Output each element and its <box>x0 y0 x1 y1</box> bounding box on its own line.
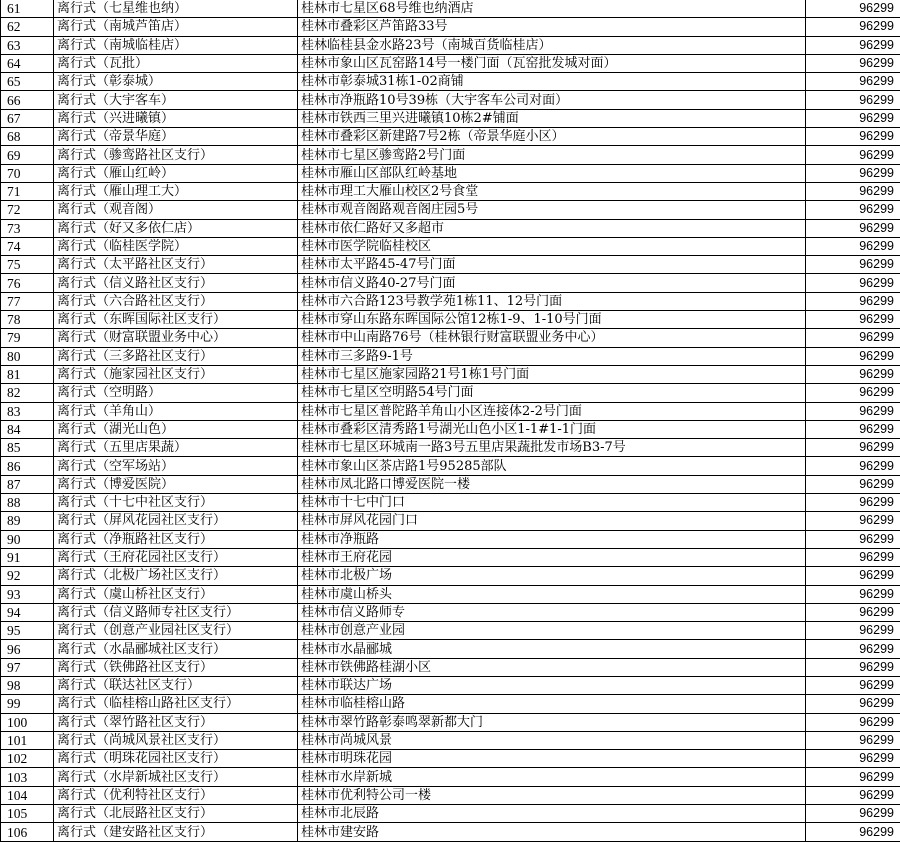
table-row <box>1 164 900 182</box>
address-cell: 桂林市七星区普陀路羊角山小区连接体2-2号门面 <box>298 402 806 420</box>
row-number-cell: 65 <box>1 73 54 91</box>
branch-name-cell: 离行式（尚城风景社区支行） <box>54 731 298 749</box>
address-cell: 桂林市三多路9-1号 <box>298 347 806 365</box>
branch-name-cell: 离行式（雁山红岭） <box>54 164 298 182</box>
phone-cell: 96299 <box>806 219 900 237</box>
branch-name-cell: 离行式（联达社区支行） <box>54 676 298 694</box>
table-row <box>1 365 900 383</box>
row-number-cell: 79 <box>1 329 54 347</box>
address-cell: 桂林市凤北路口博爱医院一楼 <box>298 475 806 493</box>
address-cell: 桂林市净瓶路10号39栋（大宇客车公司对面） <box>298 91 806 109</box>
phone-cell: 96299 <box>806 658 900 676</box>
phone-cell: 96299 <box>806 420 900 438</box>
table-row <box>1 567 900 585</box>
row-number-cell: 96 <box>1 640 54 658</box>
table-row <box>1 292 900 310</box>
phone-cell: 96299 <box>806 695 900 713</box>
branch-name-cell: 离行式（好又多依仁店） <box>54 219 298 237</box>
row-number-cell: 92 <box>1 567 54 585</box>
phone-cell: 96299 <box>806 384 900 402</box>
address-cell: 桂林市理工大雁山校区2号食堂 <box>298 182 806 200</box>
address-cell: 桂林市北极广场 <box>298 567 806 585</box>
table-row <box>1 402 900 420</box>
phone-cell: 96299 <box>806 585 900 603</box>
table-row <box>1 658 900 676</box>
table-row <box>1 494 900 512</box>
address-cell: 桂林市净瓶路 <box>298 530 806 548</box>
address-cell: 桂林市联达广场 <box>298 676 806 694</box>
phone-cell: 96299 <box>806 640 900 658</box>
table-row <box>1 18 900 36</box>
row-number-cell: 89 <box>1 512 54 530</box>
address-cell: 桂林市翠竹路彰泰鸣翠新都大门 <box>298 713 806 731</box>
branch-name-cell: 离行式（信义路社区支行） <box>54 274 298 292</box>
row-number-cell: 80 <box>1 347 54 365</box>
address-cell: 桂林市信义路40-27号门面 <box>298 274 806 292</box>
row-number-cell: 100 <box>1 713 54 731</box>
phone-cell: 96299 <box>806 622 900 640</box>
row-number-cell: 93 <box>1 585 54 603</box>
table-row <box>1 54 900 72</box>
table-row <box>1 823 900 841</box>
branch-name-cell: 离行式（十七中社区支行） <box>54 494 298 512</box>
phone-cell: 96299 <box>806 805 900 823</box>
branch-name-cell: 离行式（瓦批） <box>54 54 298 72</box>
branch-name-cell: 离行式（六合路社区支行） <box>54 292 298 310</box>
branch-name-cell: 离行式（七星维也纳） <box>54 0 298 18</box>
phone-cell: 96299 <box>806 548 900 566</box>
address-cell: 桂林市铁西三里兴进曦镇10栋2#铺面 <box>298 109 806 127</box>
address-cell: 桂林市太平路45-47号门面 <box>298 256 806 274</box>
row-number-cell: 77 <box>1 292 54 310</box>
row-number-cell: 101 <box>1 731 54 749</box>
phone-cell: 96299 <box>806 329 900 347</box>
table-row <box>1 622 900 640</box>
row-number-cell: 91 <box>1 548 54 566</box>
address-cell: 桂林市七星区空明路54号门面 <box>298 384 806 402</box>
table-row <box>1 274 900 292</box>
address-cell: 桂林临桂县金水路23号（南城百货临桂店） <box>298 36 806 54</box>
address-cell: 桂林市叠彩区新建路7号2栋（帝景华庭小区） <box>298 128 806 146</box>
phone-cell: 96299 <box>806 182 900 200</box>
branch-name-cell: 离行式（虞山桥社区支行） <box>54 585 298 603</box>
branch-name-cell: 离行式（空明路） <box>54 384 298 402</box>
table-row <box>1 420 900 438</box>
phone-cell: 96299 <box>806 365 900 383</box>
address-cell: 桂林市水岸新城 <box>298 768 806 786</box>
address-cell: 桂林市穿山东路东晖国际公馆12栋1-9、1-10号门面 <box>298 311 806 329</box>
row-number-cell: 62 <box>1 18 54 36</box>
address-cell: 桂林市雁山区部队红岭基地 <box>298 164 806 182</box>
phone-cell: 96299 <box>806 731 900 749</box>
table-row <box>1 146 900 164</box>
branch-name-cell: 离行式（屏风花园社区支行） <box>54 512 298 530</box>
address-cell: 桂林市信义路师专 <box>298 603 806 621</box>
address-cell: 桂林市明珠花园 <box>298 750 806 768</box>
address-cell: 桂林市七星区施家园路21号1栋1号门面 <box>298 365 806 383</box>
table-row <box>1 128 900 146</box>
address-cell: 桂林市创意产业园 <box>298 622 806 640</box>
phone-cell: 96299 <box>806 439 900 457</box>
address-cell: 桂林市虞山桥头 <box>298 585 806 603</box>
phone-cell: 96299 <box>806 823 900 841</box>
branch-name-cell: 离行式（水岸新城社区支行） <box>54 768 298 786</box>
table-row <box>1 695 900 713</box>
phone-cell: 96299 <box>806 768 900 786</box>
row-number-cell: 71 <box>1 182 54 200</box>
branch-name-cell: 离行式（东晖国际社区支行） <box>54 311 298 329</box>
row-number-cell: 105 <box>1 805 54 823</box>
row-number-cell: 88 <box>1 494 54 512</box>
address-cell: 桂林市叠彩区芦笛路33号 <box>298 18 806 36</box>
address-cell: 桂林市七星区环城南一路3号五里店果蔬批发市场B3-7号 <box>298 439 806 457</box>
branch-name-cell: 离行式（临桂榕山路社区支行） <box>54 695 298 713</box>
phone-cell: 96299 <box>806 54 900 72</box>
branch-name-cell: 离行式（优利特社区支行） <box>54 786 298 804</box>
row-number-cell: 73 <box>1 219 54 237</box>
branch-name-cell: 离行式（雁山理工大） <box>54 182 298 200</box>
row-number-cell: 70 <box>1 164 54 182</box>
row-number-cell: 87 <box>1 475 54 493</box>
table-row <box>1 237 900 255</box>
table-row <box>1 91 900 109</box>
phone-cell: 96299 <box>806 676 900 694</box>
branch-name-cell: 离行式（空军场站） <box>54 457 298 475</box>
phone-cell: 96299 <box>806 128 900 146</box>
row-number-cell: 76 <box>1 274 54 292</box>
row-number-cell: 106 <box>1 823 54 841</box>
table-row <box>1 384 900 402</box>
table-row <box>1 73 900 91</box>
branch-name-cell: 离行式（财富联盟业务中心） <box>54 329 298 347</box>
row-number-cell: 63 <box>1 36 54 54</box>
table-row <box>1 457 900 475</box>
phone-cell: 96299 <box>806 201 900 219</box>
phone-cell: 96299 <box>806 91 900 109</box>
branch-name-cell: 离行式（水晶郦城社区支行） <box>54 640 298 658</box>
phone-cell: 96299 <box>806 73 900 91</box>
row-number-cell: 67 <box>1 109 54 127</box>
row-number-cell: 64 <box>1 54 54 72</box>
row-number-cell: 82 <box>1 384 54 402</box>
phone-cell: 96299 <box>806 475 900 493</box>
branch-name-cell: 离行式（翠竹路社区支行） <box>54 713 298 731</box>
phone-cell: 96299 <box>806 347 900 365</box>
phone-cell: 96299 <box>806 402 900 420</box>
row-number-cell: 97 <box>1 658 54 676</box>
row-number-cell: 84 <box>1 420 54 438</box>
table-row <box>1 475 900 493</box>
address-cell: 桂林市优利特公司一楼 <box>298 786 806 804</box>
branch-name-cell: 离行式（羊角山） <box>54 402 298 420</box>
table-row <box>1 530 900 548</box>
branch-name-cell: 离行式（骖鸾路社区支行） <box>54 146 298 164</box>
phone-cell: 96299 <box>806 0 900 18</box>
phone-cell: 96299 <box>806 237 900 255</box>
address-cell: 桂林市建安路 <box>298 823 806 841</box>
table-row <box>1 109 900 127</box>
table-row <box>1 640 900 658</box>
address-cell: 桂林市北辰路 <box>298 805 806 823</box>
address-cell: 桂林市尚城风景 <box>298 731 806 749</box>
table-row <box>1 768 900 786</box>
row-number-cell: 98 <box>1 676 54 694</box>
table-row <box>1 311 900 329</box>
row-number-cell: 86 <box>1 457 54 475</box>
table-row <box>1 201 900 219</box>
table-row <box>1 512 900 530</box>
row-number-cell: 104 <box>1 786 54 804</box>
phone-cell: 96299 <box>806 494 900 512</box>
row-number-cell: 66 <box>1 91 54 109</box>
phone-cell: 96299 <box>806 603 900 621</box>
address-cell: 桂林市七星区68号维也纳酒店 <box>298 0 806 18</box>
branch-name-cell: 离行式（建安路社区支行） <box>54 823 298 841</box>
phone-cell: 96299 <box>806 750 900 768</box>
phone-cell: 96299 <box>806 164 900 182</box>
phone-cell: 96299 <box>806 457 900 475</box>
table-row <box>1 329 900 347</box>
table-row <box>1 347 900 365</box>
address-cell: 桂林市七星区骖鸾路2号门面 <box>298 146 806 164</box>
branch-name-cell: 离行式（信义路师专社区支行） <box>54 603 298 621</box>
table-row <box>1 182 900 200</box>
branch-name-cell: 离行式（太平路社区支行） <box>54 256 298 274</box>
row-number-cell: 90 <box>1 530 54 548</box>
table-row <box>1 750 900 768</box>
address-cell: 桂林市象山区茶店路1号95285部队 <box>298 457 806 475</box>
branch-name-cell: 离行式（北极广场社区支行） <box>54 567 298 585</box>
branch-name-cell: 离行式（临桂医学院） <box>54 237 298 255</box>
branch-name-cell: 离行式（北辰路社区支行） <box>54 805 298 823</box>
row-number-cell: 83 <box>1 402 54 420</box>
address-cell: 桂林市观音阁路观音阁庄园5号 <box>298 201 806 219</box>
branch-name-cell: 离行式（南城芦笛店） <box>54 18 298 36</box>
row-number-cell: 78 <box>1 311 54 329</box>
row-number-cell: 85 <box>1 439 54 457</box>
branch-name-cell: 离行式（三多路社区支行） <box>54 347 298 365</box>
branch-name-cell: 离行式（创意产业园社区支行） <box>54 622 298 640</box>
row-number-cell: 69 <box>1 146 54 164</box>
phone-cell: 96299 <box>806 292 900 310</box>
row-number-cell: 75 <box>1 256 54 274</box>
row-number-cell: 81 <box>1 365 54 383</box>
phone-cell: 96299 <box>806 530 900 548</box>
address-cell: 桂林市彰泰城31栋1-02商铺 <box>298 73 806 91</box>
table-row <box>1 713 900 731</box>
row-number-cell: 74 <box>1 237 54 255</box>
branch-name-cell: 离行式（南城临桂店） <box>54 36 298 54</box>
phone-cell: 96299 <box>806 109 900 127</box>
table-row <box>1 0 900 18</box>
phone-cell: 96299 <box>806 36 900 54</box>
address-cell: 桂林市十七中门口 <box>298 494 806 512</box>
row-number-cell: 95 <box>1 622 54 640</box>
address-cell: 桂林市铁佛路桂湖小区 <box>298 658 806 676</box>
row-number-cell: 103 <box>1 768 54 786</box>
phone-cell: 96299 <box>806 786 900 804</box>
branch-name-cell: 离行式（明珠花园社区支行） <box>54 750 298 768</box>
row-number-cell: 99 <box>1 695 54 713</box>
table-row <box>1 548 900 566</box>
branch-name-cell: 离行式（施家园社区支行） <box>54 365 298 383</box>
table-row <box>1 786 900 804</box>
branch-name-cell: 离行式（兴进曦镇） <box>54 109 298 127</box>
table-row <box>1 731 900 749</box>
branch-name-cell: 离行式（观音阁） <box>54 201 298 219</box>
phone-cell: 96299 <box>806 311 900 329</box>
branch-name-cell: 离行式（大宇客车） <box>54 91 298 109</box>
branch-name-cell: 离行式（净瓶路社区支行） <box>54 530 298 548</box>
table-row <box>1 219 900 237</box>
table-row <box>1 439 900 457</box>
address-cell: 桂林市医学院临桂校区 <box>298 237 806 255</box>
phone-cell: 96299 <box>806 146 900 164</box>
address-cell: 桂林市依仁路好又多超市 <box>298 219 806 237</box>
phone-cell: 96299 <box>806 18 900 36</box>
branch-name-cell: 离行式（彰泰城） <box>54 73 298 91</box>
table-row <box>1 36 900 54</box>
address-cell: 桂林市屏风花园门口 <box>298 512 806 530</box>
address-cell: 桂林市中山南路76号（桂林银行财富联盟业务中心） <box>298 329 806 347</box>
phone-cell: 96299 <box>806 274 900 292</box>
table-row <box>1 585 900 603</box>
row-number-cell: 61 <box>1 0 54 18</box>
address-cell: 桂林市王府花园 <box>298 548 806 566</box>
address-cell: 桂林市临桂榕山路 <box>298 695 806 713</box>
table-body <box>1 0 900 841</box>
address-cell: 桂林市水晶郦城 <box>298 640 806 658</box>
branch-name-cell: 离行式（博爱医院） <box>54 475 298 493</box>
phone-cell: 96299 <box>806 512 900 530</box>
table-row <box>1 256 900 274</box>
table-row <box>1 676 900 694</box>
row-number-cell: 102 <box>1 750 54 768</box>
phone-cell: 96299 <box>806 567 900 585</box>
address-cell: 桂林市六合路123号教学苑1栋11、12号门面 <box>298 292 806 310</box>
row-number-cell: 72 <box>1 201 54 219</box>
branch-name-cell: 离行式（五里店果蔬） <box>54 439 298 457</box>
address-cell: 桂林市象山区瓦窑路14号一楼门面（瓦窑批发城对面） <box>298 54 806 72</box>
branch-name-cell: 离行式（王府花园社区支行） <box>54 548 298 566</box>
phone-cell: 96299 <box>806 256 900 274</box>
branch-name-cell: 离行式（湖光山色） <box>54 420 298 438</box>
row-number-cell: 94 <box>1 603 54 621</box>
table-row <box>1 805 900 823</box>
table-row <box>1 603 900 621</box>
phone-cell: 96299 <box>806 713 900 731</box>
row-number-cell: 68 <box>1 128 54 146</box>
branch-name-cell: 离行式（帝景华庭） <box>54 128 298 146</box>
branch-name-cell: 离行式（铁佛路社区支行） <box>54 658 298 676</box>
address-cell: 桂林市叠彩区清秀路1号湖光山色小区1-1#1-1门面 <box>298 420 806 438</box>
